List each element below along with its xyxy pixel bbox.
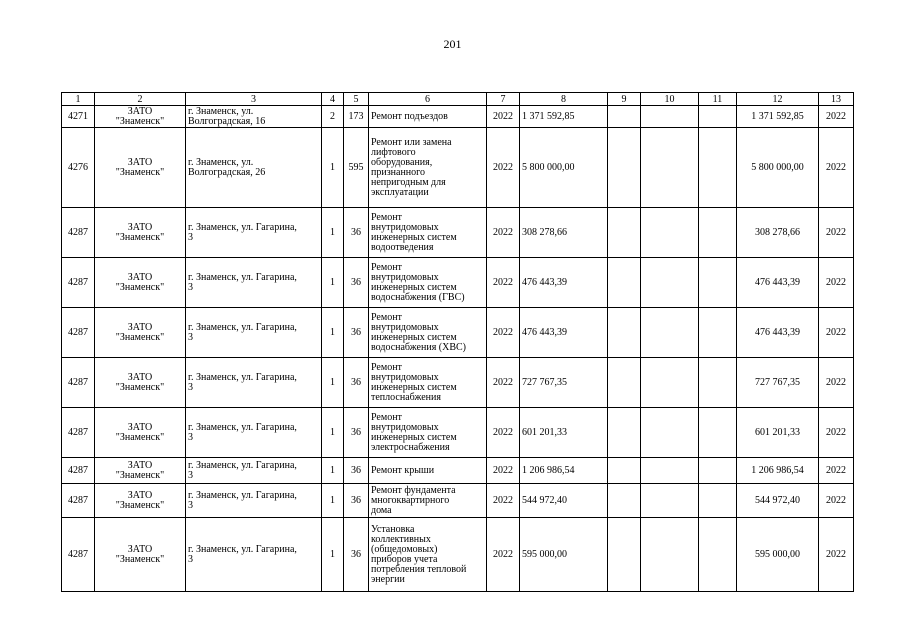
address-cell: г. Знаменск, ул. Гагарина, 3	[186, 208, 322, 258]
col5-cell: 36	[344, 258, 369, 308]
col5-cell: 173	[344, 106, 369, 128]
column-header: 8	[520, 93, 608, 106]
column-header: 6	[369, 93, 487, 106]
col4-cell: 1	[322, 408, 344, 458]
col9-cell	[608, 484, 641, 518]
col9-cell	[608, 258, 641, 308]
row-number-cell: 4287	[62, 308, 95, 358]
table-row	[62, 208, 854, 258]
column-header: 3	[186, 93, 322, 106]
column-header: 7	[487, 93, 520, 106]
row-number-cell: 4287	[62, 408, 95, 458]
col4-cell: 1	[322, 458, 344, 484]
table-row	[62, 484, 854, 518]
col11-cell	[699, 408, 737, 458]
year-cell: 2022	[487, 518, 520, 592]
work-type-cell: Установка коллективных (общедомовых) приборов учета потребления тепловой энергии	[369, 518, 487, 592]
address-cell: г. Знаменск, ул. Гагарина, 3	[186, 258, 322, 308]
table-row	[62, 408, 854, 458]
address-cell: г. Знаменск, ул. Волгоградская, 26	[186, 128, 322, 208]
col9-cell	[608, 308, 641, 358]
municipality-cell: ЗАТО "Знаменск"	[95, 208, 186, 258]
municipality-cell: ЗАТО "Знаменск"	[95, 484, 186, 518]
work-type-cell: Ремонт внутридомовых инженерных систем водоснабжения (ХВС)	[369, 308, 487, 358]
col10-cell	[641, 128, 699, 208]
end-year-cell: 2022	[819, 458, 854, 484]
registry-table	[61, 92, 854, 592]
total-cost-cell: 544 972,40	[737, 484, 819, 518]
col4-cell: 1	[322, 358, 344, 408]
column-header: 10	[641, 93, 699, 106]
row-number-cell: 4276	[62, 128, 95, 208]
year-cell: 2022	[487, 358, 520, 408]
end-year-cell: 2022	[819, 408, 854, 458]
cost-cell: 308 278,66	[520, 208, 608, 258]
total-cost-cell: 727 767,35	[737, 358, 819, 408]
col10-cell	[641, 258, 699, 308]
col9-cell	[608, 208, 641, 258]
col10-cell	[641, 484, 699, 518]
header-row	[62, 93, 854, 106]
year-cell: 2022	[487, 128, 520, 208]
col9-cell	[608, 458, 641, 484]
year-cell: 2022	[487, 408, 520, 458]
work-type-cell: Ремонт крыши	[369, 458, 487, 484]
col5-cell: 36	[344, 458, 369, 484]
address-cell: г. Знаменск, ул. Волгоградская, 16	[186, 106, 322, 128]
cost-cell: 1 206 986,54	[520, 458, 608, 484]
total-cost-cell: 601 201,33	[737, 408, 819, 458]
total-cost-cell: 595 000,00	[737, 518, 819, 592]
end-year-cell: 2022	[819, 308, 854, 358]
work-type-cell: Ремонт внутридомовых инженерных систем теплоснабжения	[369, 358, 487, 408]
municipality-cell: ЗАТО "Знаменск"	[95, 408, 186, 458]
table-row	[62, 106, 854, 128]
total-cost-cell: 5 800 000,00	[737, 128, 819, 208]
total-cost-cell: 1 371 592,85	[737, 106, 819, 128]
col11-cell	[699, 458, 737, 484]
table-row	[62, 308, 854, 358]
work-type-cell: Ремонт или замена лифтового оборудования, признанного непригодным для эксплуатации	[369, 128, 487, 208]
col11-cell	[699, 484, 737, 518]
col11-cell	[699, 358, 737, 408]
column-header: 5	[344, 93, 369, 106]
col10-cell	[641, 308, 699, 358]
table-row	[62, 518, 854, 592]
address-cell: г. Знаменск, ул. Гагарина, 3	[186, 308, 322, 358]
cost-cell: 727 767,35	[520, 358, 608, 408]
cost-cell: 544 972,40	[520, 484, 608, 518]
end-year-cell: 2022	[819, 128, 854, 208]
table-row	[62, 128, 854, 208]
row-number-cell: 4287	[62, 208, 95, 258]
col5-cell: 36	[344, 308, 369, 358]
cost-cell: 1 371 592,85	[520, 106, 608, 128]
municipality-cell: ЗАТО "Знаменск"	[95, 458, 186, 484]
col9-cell	[608, 358, 641, 408]
col5-cell: 595	[344, 128, 369, 208]
work-type-cell: Ремонт внутридомовых инженерных систем водоотведения	[369, 208, 487, 258]
end-year-cell: 2022	[819, 258, 854, 308]
col5-cell: 36	[344, 518, 369, 592]
row-number-cell: 4271	[62, 106, 95, 128]
cost-cell: 476 443,39	[520, 258, 608, 308]
col9-cell	[608, 128, 641, 208]
row-number-cell: 4287	[62, 484, 95, 518]
column-header: 13	[819, 93, 854, 106]
municipality-cell: ЗАТО "Знаменск"	[95, 258, 186, 308]
table-row	[62, 358, 854, 408]
municipality-cell: ЗАТО "Знаменск"	[95, 128, 186, 208]
year-cell: 2022	[487, 258, 520, 308]
col4-cell: 1	[322, 518, 344, 592]
col11-cell	[699, 308, 737, 358]
col10-cell	[641, 408, 699, 458]
column-header: 4	[322, 93, 344, 106]
year-cell: 2022	[487, 106, 520, 128]
col4-cell: 1	[322, 484, 344, 518]
year-cell: 2022	[487, 308, 520, 358]
municipality-cell: ЗАТО "Знаменск"	[95, 518, 186, 592]
address-cell: г. Знаменск, ул. Гагарина, 3	[186, 358, 322, 408]
end-year-cell: 2022	[819, 484, 854, 518]
page-number: 201	[443, 37, 462, 51]
col10-cell	[641, 106, 699, 128]
municipality-cell: ЗАТО "Знаменск"	[95, 358, 186, 408]
total-cost-cell: 476 443,39	[737, 258, 819, 308]
col5-cell: 36	[344, 408, 369, 458]
col11-cell	[699, 258, 737, 308]
col10-cell	[641, 458, 699, 484]
year-cell: 2022	[487, 458, 520, 484]
cost-cell: 595 000,00	[520, 518, 608, 592]
cost-cell: 601 201,33	[520, 408, 608, 458]
col4-cell: 2	[322, 106, 344, 128]
col9-cell	[608, 106, 641, 128]
col11-cell	[699, 208, 737, 258]
col9-cell	[608, 408, 641, 458]
work-type-cell: Ремонт фундамента многоквартирного дома	[369, 484, 487, 518]
end-year-cell: 2022	[819, 358, 854, 408]
end-year-cell: 2022	[819, 518, 854, 592]
year-cell: 2022	[487, 208, 520, 258]
column-header: 1	[62, 93, 95, 106]
total-cost-cell: 1 206 986,54	[737, 458, 819, 484]
col4-cell: 1	[322, 308, 344, 358]
col5-cell: 36	[344, 484, 369, 518]
col4-cell: 1	[322, 128, 344, 208]
year-cell: 2022	[487, 484, 520, 518]
col11-cell	[699, 106, 737, 128]
column-header: 11	[699, 93, 737, 106]
col5-cell: 36	[344, 358, 369, 408]
address-cell: г. Знаменск, ул. Гагарина, 3	[186, 484, 322, 518]
column-header: 12	[737, 93, 819, 106]
total-cost-cell: 308 278,66	[737, 208, 819, 258]
col5-cell: 36	[344, 208, 369, 258]
col10-cell	[641, 208, 699, 258]
column-header: 9	[608, 93, 641, 106]
col4-cell: 1	[322, 208, 344, 258]
column-header: 2	[95, 93, 186, 106]
row-number-cell: 4287	[62, 518, 95, 592]
municipality-cell: ЗАТО "Знаменск"	[95, 308, 186, 358]
address-cell: г. Знаменск, ул. Гагарина, 3	[186, 458, 322, 484]
col11-cell	[699, 128, 737, 208]
address-cell: г. Знаменск, ул. Гагарина, 3	[186, 408, 322, 458]
row-number-cell: 4287	[62, 458, 95, 484]
work-type-cell: Ремонт подъездов	[369, 106, 487, 128]
end-year-cell: 2022	[819, 106, 854, 128]
municipality-cell: ЗАТО "Знаменск"	[95, 106, 186, 128]
cost-cell: 5 800 000,00	[520, 128, 608, 208]
col9-cell	[608, 518, 641, 592]
col11-cell	[699, 518, 737, 592]
col10-cell	[641, 518, 699, 592]
table-row	[62, 258, 854, 308]
end-year-cell: 2022	[819, 208, 854, 258]
col10-cell	[641, 358, 699, 408]
work-type-cell: Ремонт внутридомовых инженерных систем водоснабжения (ГВС)	[369, 258, 487, 308]
total-cost-cell: 476 443,39	[737, 308, 819, 358]
address-cell: г. Знаменск, ул. Гагарина, 3	[186, 518, 322, 592]
cost-cell: 476 443,39	[520, 308, 608, 358]
row-number-cell: 4287	[62, 258, 95, 308]
table-row	[62, 458, 854, 484]
row-number-cell: 4287	[62, 358, 95, 408]
col4-cell: 1	[322, 258, 344, 308]
work-type-cell: Ремонт внутридомовых инженерных систем электроснабжения	[369, 408, 487, 458]
